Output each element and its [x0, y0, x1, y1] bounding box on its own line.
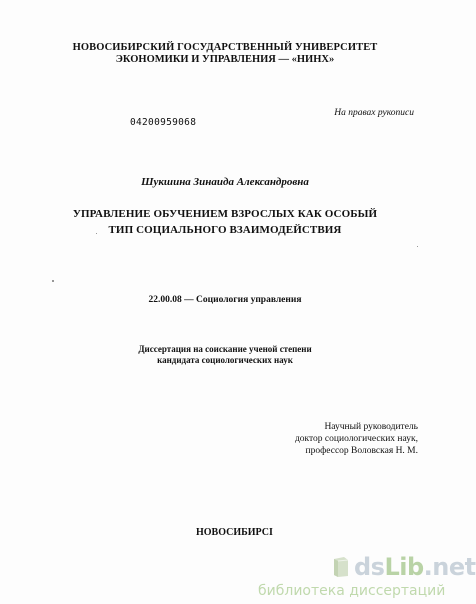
catalog-code: 04200959068 [130, 117, 197, 128]
author-name: Шукшина Зинаида Александровна [141, 176, 309, 188]
degree-line2: кандидата социологических наук [157, 355, 293, 365]
thesis-title-line1: УПРАВЛЕНИЕ ОБУЧЕНИЕМ ВЗРОСЛЫХ КАК ОСОБЫЙ [72, 208, 378, 220]
scan-speck [417, 246, 418, 247]
university-name-line2: ЭКОНОМИКИ И УПРАВЛЕНИЯ — «НИНХ» [115, 54, 335, 65]
rights-note: На правах рукописи [334, 108, 414, 118]
watermark-logo-net: .net [423, 553, 476, 581]
watermark-subtitle: библиотека диссертаций [258, 583, 446, 599]
watermark-logo [354, 553, 476, 581]
supervisor-name: профессор Воловская Н. М. [305, 446, 418, 456]
supervisor-degree: доктор социологических наук, [294, 434, 418, 444]
book-icon [332, 556, 350, 578]
watermark-logo-ds: ds [354, 553, 385, 581]
city-name: НОВОСИБИРСІ [196, 527, 273, 538]
scan-speck [52, 280, 54, 282]
supervisor-label: Научный руководитель [324, 422, 418, 432]
specialty-code: 22.00.08 — Социология управления [148, 295, 302, 305]
thesis-title-line2: ТИП СОЦИАЛЬНОГО ВЗАИМОДЕЙСТВИЯ [108, 224, 342, 236]
watermark-logo-lib: Lib [384, 553, 424, 581]
scan-speck [96, 233, 97, 234]
degree-line1: Диссертация на соискание ученой степени [138, 344, 312, 354]
university-name-line1: НОВОСИБИРСКИЙ ГОСУДАРСТВЕННЫЙ УНИВЕРСИТЕТ [72, 42, 378, 53]
